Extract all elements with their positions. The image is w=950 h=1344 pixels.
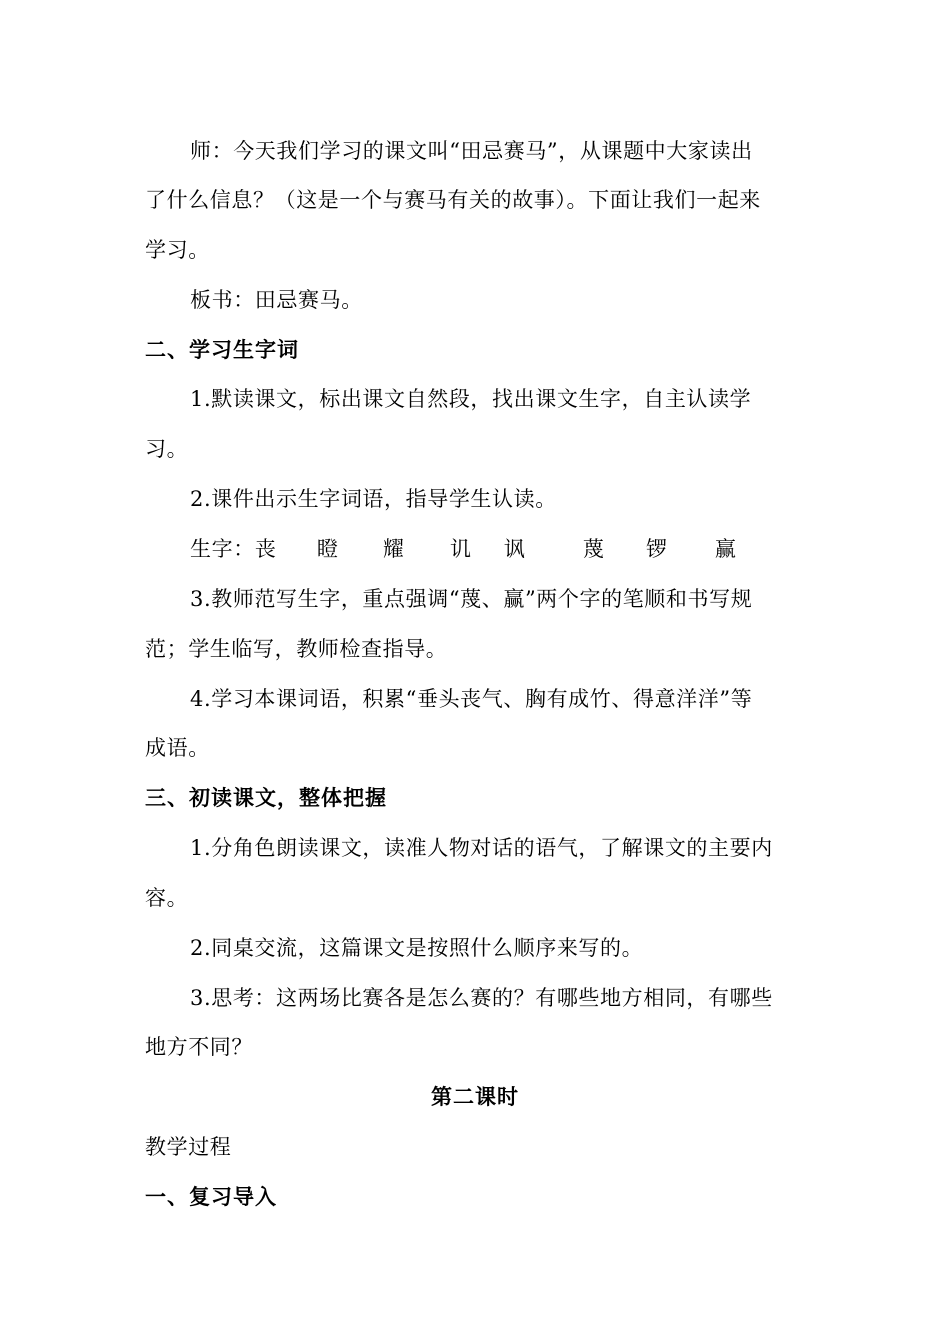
step-2-2: 2.课件出示生字词语，指导学生认读。	[190, 487, 557, 511]
step-3-3-line-2: 地方不同？	[145, 1035, 253, 1059]
step-2-4-line-2: 成语。	[145, 736, 210, 760]
section-heading-review: 一、复习导入	[145, 1185, 277, 1209]
character-8: 赢	[714, 537, 737, 561]
character-1: 丧	[254, 537, 277, 561]
paragraph-teacher-line-1: 师：今天我们学习的课文叫“田忌赛马”，从课题中大家读出	[190, 139, 753, 163]
step-2-4-line-1: 4.学习本课词语，积累“垂头丧气、胸有成竹、得意洋洋”等	[190, 687, 753, 711]
character-7: 锣	[645, 537, 668, 561]
character-5: 讽	[503, 537, 526, 561]
step-2-3-line-1: 3.教师范写生字，重点强调“蔑、赢”两个字的笔顺和书写规	[190, 587, 753, 611]
lesson-2-title: 第二课时	[431, 1085, 519, 1109]
teaching-process-label: 教学过程	[145, 1135, 232, 1159]
paragraph-teacher-line-3: 学习。	[145, 238, 210, 262]
step-3-1-line-2: 容。	[145, 886, 189, 910]
character-3: 耀	[382, 537, 405, 561]
new-characters-label: 生字：	[190, 537, 255, 561]
step-2-1-line-1: 1.默读课文，标出课文自然段，找出课文生字，自主认读学	[190, 387, 752, 411]
step-3-1-line-1: 1.分角色朗读课文，读准人物对话的语气，了解课文的主要内	[190, 836, 773, 860]
board-writing: 板书：田忌赛马。	[190, 288, 363, 312]
step-3-3-line-1: 3.思考：这两场比赛各是怎么赛的？有哪些地方相同，有哪些	[190, 986, 773, 1010]
section-heading-2: 二、学习生字词	[145, 338, 299, 362]
paragraph-teacher-line-2: 了什么信息？（这是一个与赛马有关的故事）。下面让我们一起来	[145, 188, 761, 212]
step-2-3-line-2: 范；学生临写，教师检查指导。	[145, 637, 448, 661]
step-2-1-line-2: 习。	[145, 437, 189, 461]
character-4: 讥	[449, 537, 472, 561]
section-heading-3: 三、初读课文，整体把握	[145, 786, 387, 810]
character-2: 瞪	[316, 537, 339, 561]
character-6: 蔑	[582, 537, 605, 561]
step-3-2: 2.同桌交流，这篇课文是按照什么顺序来写的。	[190, 936, 644, 960]
new-characters-row	[190, 534, 810, 564]
